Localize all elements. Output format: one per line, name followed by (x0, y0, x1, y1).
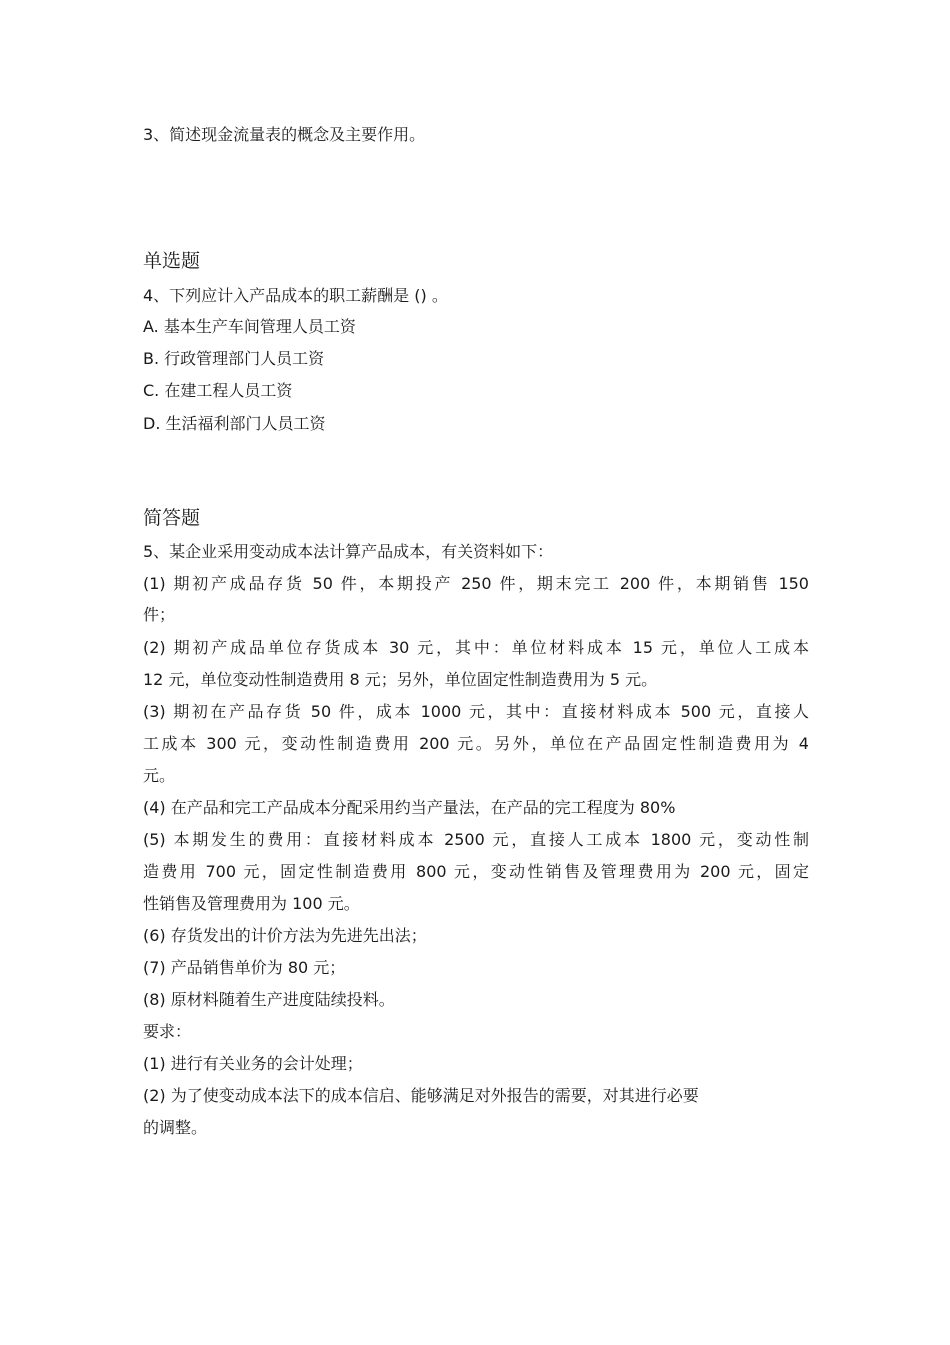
question-5-intro: 5、某企业采用变动成本法计算产品成本，有关资料如下： (143, 542, 554, 561)
q5-item-4: (4) 在产品和完工产品成本分配采用约当产量法，在产品的完工程度为 80% (143, 798, 676, 817)
q5-item-8: (8) 原材料随着生产进度陆续投料。 (143, 990, 395, 1009)
q5-item-3-line-2: 工成本 300 元，变动性制造费用 200 元。另外，单位在产品固定性制造费用为 4 (143, 734, 809, 753)
q5-item-1-line-2: 件； (143, 605, 176, 624)
q5-requirement-1: (1) 进行有关业务的会计处理； (143, 1054, 363, 1073)
q5-item-2-line-2: 12 元，单位变动性制造费用 8 元；另外，单位固定性制造费用为 5 元。 (143, 670, 658, 689)
q5-item-5-line-1: (5) 本期发生的费用：直接材料成本 2500 元，直接人工成本 1800 元，变动性制 (143, 830, 809, 849)
section-heading-single-choice: 单选题 (143, 250, 201, 272)
q5-item-3-line-3: 元。 (143, 766, 176, 785)
q5-item-3-line-1: (3) 期初在产品存货 50 件，成本 1000 元，其中：直接材料成本 500 元，直接人 (143, 702, 809, 721)
q5-item-6: (6) 存货发出的计价方法为先进先出法； (143, 926, 427, 945)
q5-requirements-label: 要求： (143, 1022, 192, 1041)
q5-item-2-line-1: (2) 期初产成品单位存货成本 30 元，其中：单位材料成本 15 元，单位人工成本 (143, 638, 809, 657)
option-b: B. 行政管理部门人员工资 (143, 349, 325, 368)
q5-requirement-2-line-2: 的调整。 (143, 1118, 208, 1137)
question-3: 3、简述现金流量表的概念及主要作用。 (143, 125, 426, 144)
option-c: C. 在建工程人员工资 (143, 381, 293, 400)
option-a: A. 基本生产车间管理人员工资 (143, 317, 356, 336)
q5-item-5-line-3: 性销售及管理费用为 100 元。 (143, 894, 360, 913)
q5-item-7: (7) 产品销售单价为 80 元； (143, 958, 346, 977)
q5-item-1-line-1: (1) 期初产成品存货 50 件，本期投产 250 件，期末完工 200 件，本期销售 150 (143, 574, 809, 593)
option-d: D. 生活福利部门人员工资 (143, 414, 326, 433)
q5-requirement-2-line-1: (2) 为了使变动成本法下的成本信启、能够满足对外报告的需要，对其进行必要 (143, 1086, 699, 1105)
section-heading-short-answer: 简答题 (143, 507, 201, 529)
q5-item-5-line-2: 造费用 700 元，固定性制造费用 800 元，变动性销售及管理费用为 200 元，固定 (143, 862, 809, 881)
question-4: 4、下列应计入产品成本的职工薪酬是 () 。 (143, 286, 448, 305)
